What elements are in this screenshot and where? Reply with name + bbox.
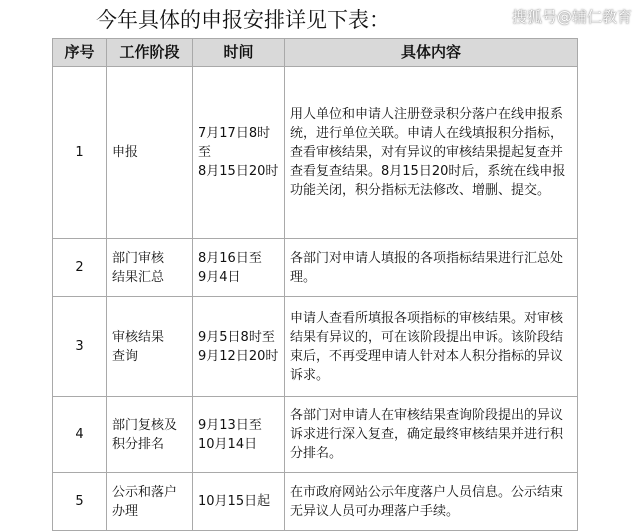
table-row	[53, 473, 578, 531]
cell-no: 3	[53, 297, 107, 397]
stage-line: 审核结果	[112, 329, 165, 345]
cell-time	[193, 239, 285, 297]
cell-no: 4	[53, 397, 107, 473]
cell-time	[193, 397, 285, 473]
table-row	[53, 239, 578, 297]
time-line: 9月4日	[198, 269, 241, 285]
table-header-row	[53, 39, 578, 67]
time-line: 9月13日至	[198, 417, 262, 433]
cell-stage	[107, 473, 193, 531]
time-line: 至	[198, 145, 212, 160]
cell-content: 各部门对申请人填报的各项指标结果进行汇总处理。	[285, 239, 578, 297]
cell-content: 用人单位和申请人注册登录积分落户在线申报系统，进行单位关联。申请人在线填报积分指标，查看审核结果，对有异议的审核结果提起复查并查看复查结果。8月15日20时后，系统在线申报功能关闭，积分指标无法修改、增删、提交。	[285, 67, 578, 239]
schedule-table	[52, 38, 578, 531]
table-row	[53, 397, 578, 473]
time-line: 8月16日至	[198, 250, 262, 266]
header-time: 时间	[193, 39, 285, 67]
stage-line: 积分排名	[112, 436, 165, 452]
cell-stage	[107, 397, 193, 473]
stage-line: 部门复核及	[112, 417, 178, 433]
time-line: 8月15日20时	[198, 164, 279, 179]
page-title: 今年具体的申报安排详见下表：	[96, 8, 390, 32]
cell-no: 2	[53, 239, 107, 297]
time-line: 10月14日	[198, 436, 258, 452]
stage-line: 查询	[112, 348, 139, 364]
stage-line: 申报	[112, 145, 139, 160]
cell-content: 各部门对申请人在审核结果查询阶段提出的异议诉求进行深入复查，确定最终审核结果并进行积分排名。	[285, 397, 578, 473]
table-row	[53, 67, 578, 239]
cell-content: 在市政府网站公示年度落户人员信息。公示结束无异议人员可办理落户手续。	[285, 473, 578, 531]
header-stage: 工作阶段	[107, 39, 193, 67]
table-row	[53, 297, 578, 397]
time-line: 9月12日20时	[198, 348, 279, 364]
cell-stage	[107, 67, 193, 239]
cell-content: 申请人查看所填报各项指标的审核结果。对审核结果有异议的，可在该阶段提出申诉。该阶段结束后，不再受理申请人针对本人积分指标的异议诉求。	[285, 297, 578, 397]
time-line: 10月15日起	[198, 494, 271, 509]
cell-no: 5	[53, 473, 107, 531]
stage-line: 公示和落户	[112, 484, 178, 500]
stage-line: 结果汇总	[112, 269, 165, 285]
stage-line: 办理	[112, 503, 139, 519]
cell-time	[193, 297, 285, 397]
header-content: 具体内容	[285, 39, 578, 67]
header-no: 序号	[53, 39, 107, 67]
watermark: 搜狐号@辅仁教育	[511, 8, 632, 26]
cell-stage	[107, 239, 193, 297]
cell-time	[193, 67, 285, 239]
cell-time	[193, 473, 285, 531]
time-line: 9月5日8时至	[198, 329, 275, 345]
time-line: 7月17日8时	[198, 126, 271, 141]
cell-no: 1	[53, 67, 107, 239]
stage-line: 部门审核	[112, 250, 165, 266]
cell-stage	[107, 297, 193, 397]
